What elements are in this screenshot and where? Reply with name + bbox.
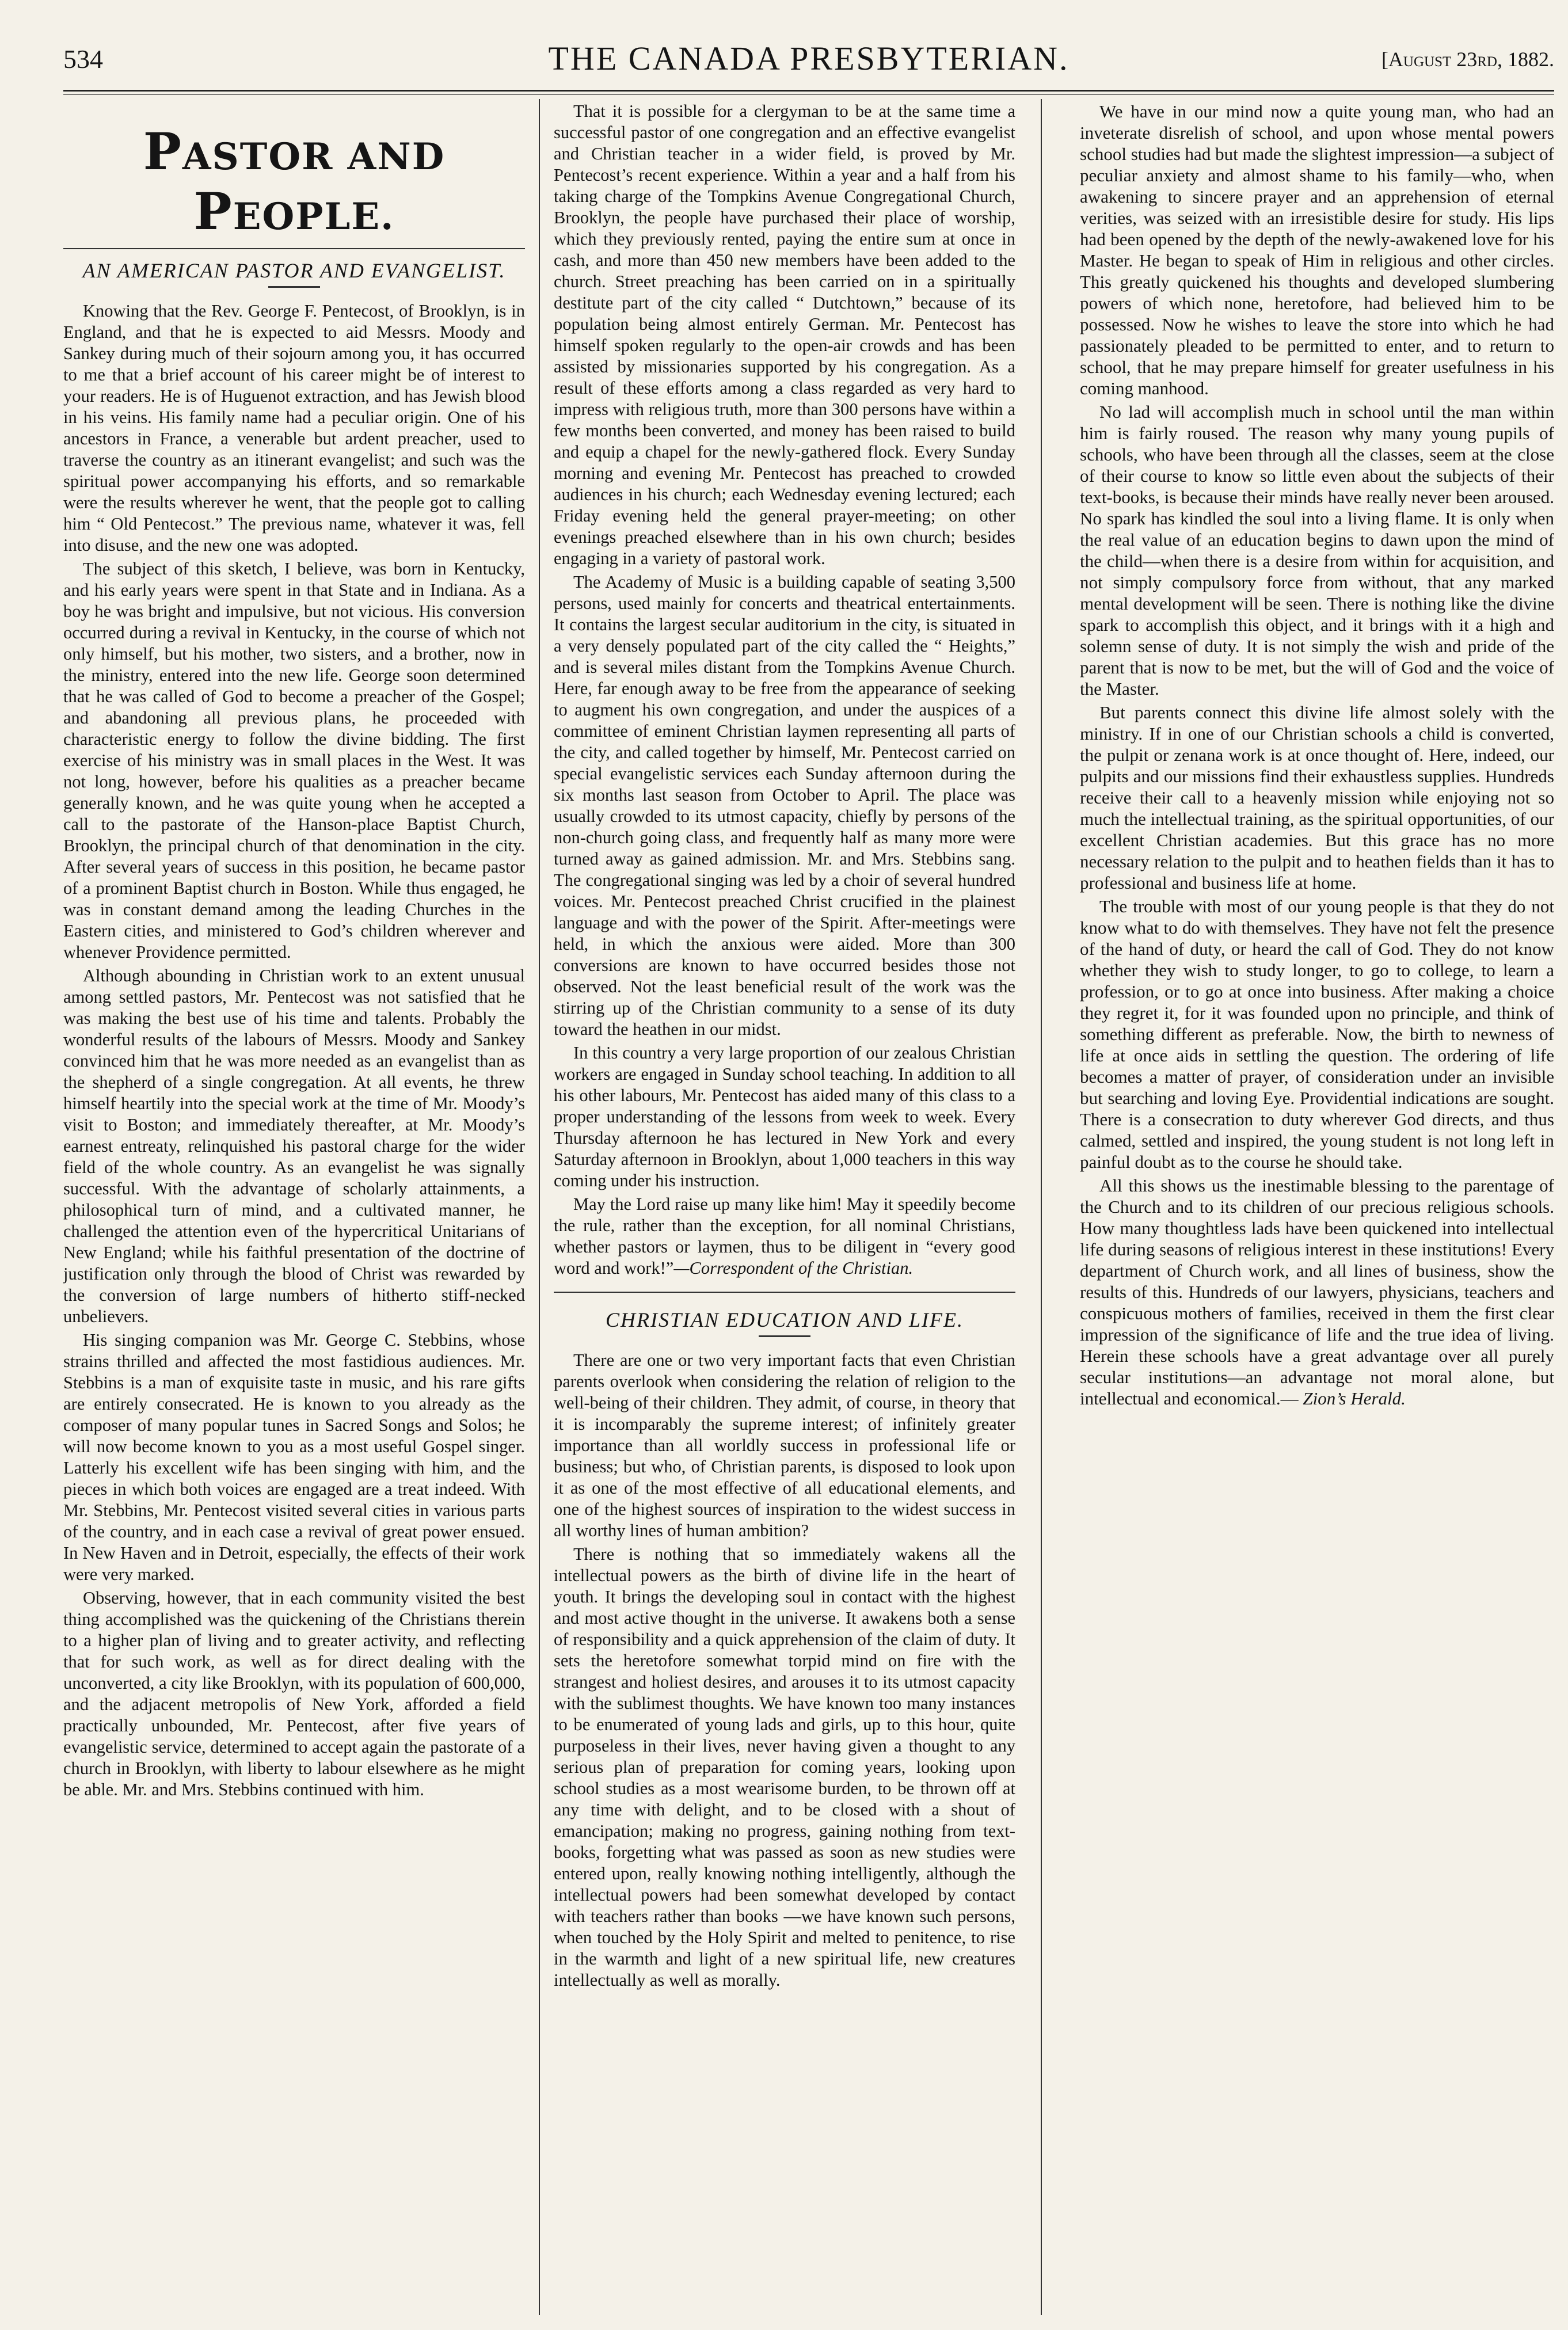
title-rule: [759, 1335, 810, 1337]
section-heading: [63, 121, 525, 241]
article-signature: —Correspondent of the Christian.: [673, 1258, 914, 1278]
section-heading-word: ASTOR: [182, 135, 334, 178]
article-paragraph: In this country a very large proportion of our zealous Christian workers are engaged in Sunday school teaching. In addition to all his other labours, Mr. Pentecost has aided many of this class to a proper understanding of the lessons from week to week. Every Thursday afternoon he has lectured in New York and every Saturday afternoon in Brooklyn, about 1,000 teachers in this way coming under his instruction.: [554, 1043, 1015, 1190]
masthead: [63, 39, 1554, 79]
article-paragraph: There are one or two very important facts that even Christian parents overlook when considering the relation of religion to the well-being of their children. They admit, of course, in theory that it is incomparably the supreme interest; of infinitely greater importance than all worldly success in professional life or business; but who, of Christian parents, is disposed to look upon it as one of the most effective of all educational elements, and one of the highest sources of inspiration to the widest success in all worthy lines of human ambition?: [554, 1350, 1015, 1540]
article-paragraph: We have in our mind now a quite young man, who had an inveterate disrelish of school, and upon whose mental powers school studies had but made the slightest impression—a subject of peculiar anxiety and almost shame to his family—who, when awakening to sincere prayer and an apprehension of eternal verities, was seized with an irresistible desire for study. His lips had been opened by the depth of the newly-awakened love for his Master. He began to speak of Him in religious and other circles. This greatly quickened his thoughts and developed slumbering powers of which none, heretofore, had believed him to be possessed. Now he wishes to leave the store into which he had passionately pleaded to be permitted to enter, and to return to school, that he may prepare himself for greater usefulness in his coming manhood.: [1080, 101, 1554, 398]
article-closing-text: May the Lord raise up many like him! May it speedily become the rule, rather than the exception, for all nominal Christians, whether pastors or laymen, thus to be diligent in “every good word and work!”: [554, 1194, 1015, 1278]
article-paragraph: There is nothing that so immediately wakens all the intellectual powers as the birth of divine life in the heart of youth. It brings the developing soul in contact with the highest and most active thought in the universe. It awakens both a sense of responsibility and a quick apprehension of the claim of duty. It sets the heretofore somewhat torpid mind on fire with the strangest and holiest desires, and arouses it to its utmost capacity with the sublimest thoughts. We have known too many instances to be enumerated of young lads and girls, up to this hour, quite purposeless in their lives, never having given a thought to any serious plan of preparation for coming years, looking upon school studies as a most wearisome burden, to be thrown off at any time with delight, and to be closed with a shout of emancipation; making no progress, gaining nothing from text-books, forgetting what was passed as soon as new studies were entered upon, really knowing nothing intelligently, although the intellectual powers had been somewhat developed by contact with teachers rather than books —we have known such persons, when touched by the Holy Spirit and melted to penitence, to rise in the warmth and light of a new spiritual life, new creatures intellectually as well as morally.: [554, 1544, 1015, 1990]
article-paragraph: That it is possible for a clergyman to be at the same time a successful pastor of one congregation and an effective evangelist and Christian teacher in a wider field, is proved by Mr. Pentecost’s recent experience. Within a year and a half from his taking charge of the Tompkins Avenue Congregational Church, Brooklyn, the people have purchased their place of worship, which they previously rented, paying the entire sum at once in cash, and more than 450 new members have been added to the church. Street preaching has been carried on in a spiritually destitute part of the city called “ Dutchtown,” because of its population being almost entirely German. Mr. Pentecost has himself spoken regularly to the open-air crowds and has been assisted by missionaries supported by his congregation. As a result of these efforts among a class regarded as very hard to impress with religious truth, more than 300 persons have within a few months been converted, and money has been raised to build and equip a chapel for the newly-gathered flock. Every Sunday morning and evening Mr. Pentecost has preached to crowded audiences in his church; each Wednesday evening lectured; each Friday evening held the general prayer-meeting; on other evenings preached elsewhere than in his own church; besides engaging in a variety of pastoral work.: [554, 101, 1015, 568]
masthead-rule-thin: [63, 94, 1554, 95]
article-title: CHRISTIAN EDUCATION AND LIFE.: [605, 1308, 964, 1331]
title-rule: [268, 286, 320, 288]
article-paragraph: His singing companion was Mr. George C. Stebbins, whose strains thrilled and affected the most fastidious audiences. Mr. Stebbins is a man of exquisite taste in music, and his rare gifts are entirely consecrated. He is known to you already as the composer of many popular tunes in Sacred Songs and Solos; he will now become known to you as a most useful Gospel singer. Latterly his excellent wife has been singing with him, and the pieces in which both voices are engaged are a treat indeed. With Mr. Stebbins, Mr. Pentecost visited several cities in various parts of the country, and in each case a revival of great power ensued. In New Haven and in Detroit, especially, the effects of their work were very marked.: [63, 1330, 525, 1584]
article-paragraph: The trouble with most of our young people is that they do not know what to do with themselves. They have not felt the presence of the hand of duty, or heard the call of God. They do not know whether they wish to study longer, to go to college, to learn a profession, or to go at once into business. After making a choice they regret it, for it was founded upon no principle, and think of something different as preferable. Now, the birth to newness of life at once aids in settling the question. The ordering of life becomes a matter of prayer, of consideration under an invisible but searching and loving Eye. Providential indications are sought. There is a consecration to duty wherever God directs, and thus calmed, settled and inspired, the young student is not long left in painful doubt as to the course he should take.: [1080, 896, 1554, 1172]
article-paragraph: Although abounding in Christian work to an extent unusual among settled pastors, Mr. Pentecost was not satisfied that he was making the best use of his time and talents. Probably the wonderful results of the labours of Messrs. Moody and Sankey convinced him that he was more needed as an evangelist than as the shepherd of a single congregation. At all events, he threw himself heartily into the special work at the time of Mr. Moody’s visit to Boston; and immediately thereafter, at Mr. Moody’s earnest entreaty, relinquished his pastoral charge for the wider field of the whole country. As an evangelist he was signally successful. With the advantage of scholarly attainments, a philosophical turn of mind, and a cultivated manner, he challenged the attention even of the hypercritical Unitarians of New England; while his faithful presentation of the doctrine of justification only through the blood of Christ was rewarded by the conversion of large numbers of hitherto stiff-necked unbelievers.: [63, 966, 525, 1326]
article-closing-text: All this shows us the inestimable blessing to the parentage of the Church and to its children of our precious religious schools. How many thoughtless lads have been quickened into intellectual life during seasons of religious interest in these institutions! Every department of Church work, and all lines of business, show the results of this. Hundreds of our lawyers, physicians, teachers and conspicuous mothers of families, received in them the first clear impression of the significance of life and the true idea of living. Herein these schools have a great advantage over all purely secular institutions—an advantage not moral alone, but intellectual and economical.: [1080, 1175, 1554, 1408]
article-paragraph: The Academy of Music is a building capable of seating 3,500 persons, used mainly for concerts and theatrical entertainments. It contains the largest secular auditorium in the city, is situated in a very densely populated part of the city called the “ Heights,” and is several miles distant from the Tompkins Avenue Church. Here, far enough away to be free from the appearance of seeking to augment his own congregation, and under the auspices of a committee of eminent Christian laymen representing all parts of the city, and called together by himself, Mr. Pentecost carried on special evangelistic services each Sunday afternoon during the six months last season from October to April. The place was usually crowded to its utmost capacity, chiefly by persons of the non-church going class, and frequently half as many more were turned away as gained admission. Mr. and Mrs. Stebbins sang. The congregational singing was led by a choir of several hundred voices. Mr. Pentecost preached Christ crucified in the plainest language and with the power of the Spirit. After-meetings were held, in which the anxious were aided. More than 300 conversions are known to have occurred besides those not observed. Not the least beneficial result of the work was the stirring up of the Christian community to a sense of its duty toward the heathen in our midst.: [554, 572, 1015, 1039]
article-paragraph: The subject of this sketch, I believe, was born in Kentucky, and his early years were spent in that State and in Indiana. As a boy he was bright and impulsive, but not vicious. His conversion occurred during a revival in Kentucky, in the course of which not only himself, but his mother, two sisters, and a brother, now in the ministry, entered into the new life. George soon determined that he was called of God to become a preacher of the Gospel; and abandoning all previous plans, he proceeded with characteristic energy to follow the divine bidding. The first exercise of his ministry was in small places in the West. It was not long, however, before his qualities as a preacher became generally known, and he was quite young when he accepted a call to the pastorate of the Hanson-place Baptist Church, Brooklyn, the principal church of that denomination in the city. After several years of success in this position, he became pastor of a prominent Baptist church in Boston. While thus engaged, he was in constant demand among the leading Churches in the Eastern cities, and ministered to God’s children wherever and whenever Providence permitted.: [63, 559, 525, 962]
article-paragraph: Knowing that the Rev. George F. Pentecost, of Brooklyn, is in England, and that he is expected to aid Messrs. Moody and Sankey during much of their sojourn among you, it has occurred to me that a brief account of his career might be of interest to your readers. He is of Huguenot extraction, and has Jewish blood in his veins. His family name had a peculiar origin. One of his ancestors in France, a venerable but ardent preacher, used to traverse the country as an itinerant evangelist; and such was the spiritual power accompanying his efforts, and so remarkable were the results wherever he went, that the people got to calling him “ Old Pentecost.” The previous name, whatever it was, fell into disuse, and the new one was adopted.: [63, 301, 525, 555]
masthead-rule: [63, 90, 1554, 92]
article-paragraph: But parents connect this divine life almost solely with the ministry. If in one of our Christian schools a child is converted, the pulpit or zenana work is at once thought of. Here, indeed, our pulpits and our missions find their exhaustless supplies. Hundreds receive their call to a heavenly mission while enjoying not so much the intellectual training, as the spiritual opportunities, of our excellent Christian academies. But this grace has no more necessary relation to the pulpit and to heathen fields than it has to professional and business life at home.: [1080, 702, 1554, 893]
section-heading-initial: P: [193, 181, 233, 241]
article-paragraph: No lad will accomplish much in school until the man within him is fairly roused. The reason why many young pupils of schools, who have been through all the classes, seem at the close of their course to know so little even about the subjects of their text-books, is because their minds have really never been aroused. No spark has kindled the soul into a living flame. It is only when the real value of an education begins to dawn upon the mind of the child—when there is a desire from within for acquisition, and not simply compulsory force from without, that any marked mental development will be seen. There is nothing like the divine spark to accomplish this object, and it brings with it a high and solemn sense of duty. It is not simply the wish and pride of the parent that is now to be met, but the will of God and the voice of the Master.: [1080, 402, 1554, 699]
column-1: [63, 101, 525, 2311]
section-heading-initial: P: [143, 121, 182, 181]
column-divider: [1041, 99, 1042, 2315]
column-divider: [539, 99, 540, 2315]
article-paragraph: [554, 1194, 1015, 1279]
article-paragraph: Observing, however, that in each community visited the best thing accomplished was the quickening of the Christians therein to a higher plan of living and to greater activity, and reflecting that for such work, as well as for direct dealing with the unconverted, a city like Brooklyn, with its population of 600,000, and the adjacent metropolis of New York, afforded a field practically unbounded, Mr. Pentecost, after five years of evangelistic service, determined to accept again the pastorate of a church in Brooklyn, with liberty to labour elsewhere as he might be able. Mr. and Mrs. Stebbins continued with him.: [63, 1588, 525, 1799]
article-signature: Zion’s Herald.: [1303, 1388, 1406, 1408]
section-rule: [63, 248, 525, 249]
article-divider: [554, 1292, 1015, 1293]
issue-date: [August 23rd, 1882.: [1381, 48, 1554, 71]
paper-title: THE CANADA PRESBYTERIAN.: [548, 40, 1070, 77]
section-heading-conjunction: AND: [347, 135, 446, 178]
column-3: [1080, 101, 1554, 2311]
page-number: 534: [63, 44, 103, 74]
article-paragraph: All this shows us the inestimable blessing to the parentage of the Church and to its children of our precious religious schools. How many thoughtless lads have been quickened into intellectual life during seasons of religious interest in these institutions! Every department of Church work, and all lines of business, show the results of this. Hundreds of our lawyers, physicians, teachers and conspicuous mothers of families, received in them the first clear impression of the significance of life and the true idea of living. Herein these schools have a great advantage over all purely secular institutions—an advantage not moral alone, but intellectual and economical.— Zion’s Herald.: [1080, 1175, 1554, 1408]
section-heading-word: EOPLE.: [233, 195, 395, 238]
column-2: [554, 101, 1015, 2311]
article-title: AN AMERICAN PASTOR AND EVANGELIST.: [82, 259, 506, 282]
